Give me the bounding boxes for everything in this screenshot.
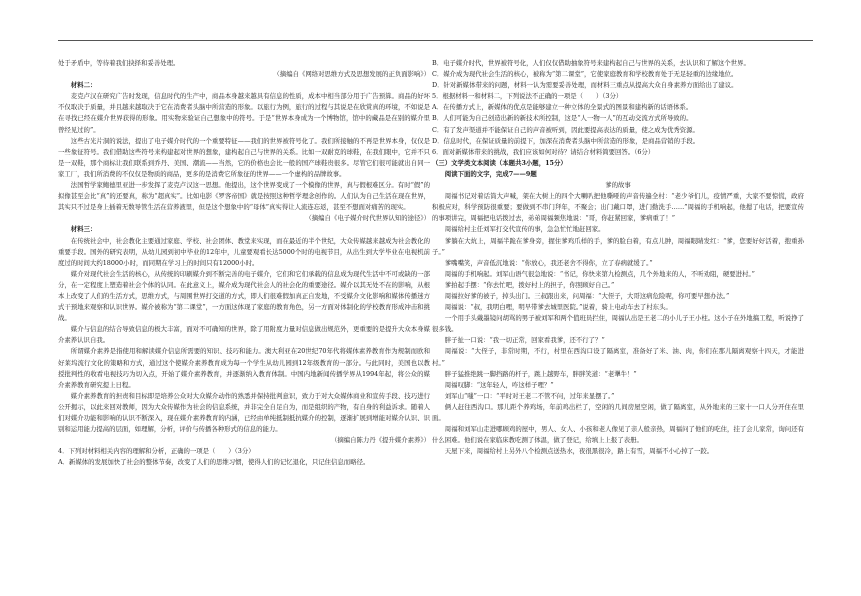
paragraph: 刘军山“嗤”一口：“平时对王老二不管不问，过年来显摆了。” <box>444 391 615 400</box>
question-5-option-c: C．有了发声渠道并不能保证自己的声音被听到，因此要提高表达的质量，使之成为优秀资源。 <box>432 125 699 134</box>
paragraph: 所谓媒介素养是指使用和解读媒介信息所需要的知识、技巧和能力。澳大利亚在20世纪70年代将媒体素养教育作为规制而欧和好莱坞流行文化的策略和方式，通过这个使媒介素养教育成为每一个学生从幼儿园到12年级教育的一部分。与此同时，美国也以教授批判性的收看电视技巧为切入点，开始了媒介素养教育，并逐渐纳入教育体制。中国内地新闻传播学界从1994年起，将公众的媒介素养教育研究提上日程。 <box>58 347 430 389</box>
material-2-heading: 材料二： <box>70 81 97 90</box>
paragraph: 俩人赶往西沟口。那儿距个养鸡场，年前鸡出栏了，空闲的几间房屋空闲，做了隔离室，从外地来的三家十一口人分开住在里面。 <box>432 402 804 422</box>
left-column <box>58 58 430 468</box>
question-5-option-b: B．人们可能为自己创造出新的新技术所控制，这是“人一物一人”的互动交流方式所导致的。 <box>432 114 693 123</box>
paragraph: 周福和刘军山走进哪顾鸡的屋中，男人、女人、小孩和老人像见了亲人般亲热，周福问了他们的吃住，挂了会儿家常，询问还有什么困难。他们说在家临床教吃测了体温，做了登记，给填上上报了表册。 <box>432 425 804 445</box>
question-4-option-c: C．媒介成为现代社会生活的核心，被称为“第二课堂”，它使家庭教育和学校教育处于无足轻重的边缘地位。 <box>432 70 738 79</box>
paragraph: 周福书记对着话筒大声喊，架在大树上的四个大喇叭把他嘶哑的声音传遍全村：“老少爷们儿，疫情严重，大家不要惊慌，政府积极应对，科学预防很重要；要做到不串门拜年，不聚会；出门戴口罩，进门勤洗手……”周福的手机响起，他摁了电话，把要宣传的事项讲完，周福把电话拨过去，弟弟周福频焦地说：“哥，你赶紧回家，爹病重了！” <box>432 192 804 223</box>
paragraph: 爹拍起手摆：“你去忙吧，拨好村上的担子，你照顾好自己。” <box>444 280 615 289</box>
paragraph: 周福说：“叔，我明白哩，明早带爹去城里医院。”说着，骑上电动车去了村东头。 <box>444 303 672 312</box>
source-note: （摘编自《网络对思维方式及思想发展的正负面影响》） <box>273 70 430 79</box>
question-4: 4．下列对材料相关内容的理解和分析，正确的一项是（ ）（3分） <box>58 447 255 456</box>
paragraph: 法国哲学家鲍德里亚进一步发挥了麦克卢汉这一思想。他提出，这个世界变成了一个模像的世界，真与假根难区分。有时“假”的拟像甚至会比“真”的还要真，称为“超真实”。比如电影《罗客帝国》就是按照这种哲学理念创作的。人们认为自己生活在现在世界，其实只不过是身上插着无数导管生活在营养液里，但是这个想象中的“母体”真实得让人流连忘返，甚至不想面对痛苦的现实。 <box>58 181 430 212</box>
paragraph: 媒介与信息的结合导致信息的极大丰富，面对不可确知的世界，除了用附度力量对信息做出规范外，更重要的是提升大众本身媒介素养认识自我。 <box>58 325 430 345</box>
paragraph: 周福给村主任刘军打交代宣传的事，急急忙忙地赶回家。 <box>444 225 605 234</box>
paragraph: 胖子扯一口说：“我一切正常，回家看我爹，还不行了？” <box>444 336 605 345</box>
paragraph: 天屋下来，周福给村上另外八个检测点送热水，夜很黑很冷，路上有雪，周福不小心掉了一跤。 <box>444 447 714 456</box>
paragraph: 周福拉好爹的被子，掉头出门。三叔跟出来，问周福：“大侄子，大哥这病危险呢，你可要早想办法。” <box>444 291 730 300</box>
paragraph: 周福叹脚：“这年轻人，咋这样子哩？” <box>444 380 554 389</box>
question-4-option-a: A．新媒体的发展加快了社会的整体节奏，改变了人们的思维习惯，使得人们的记忆退化，只记住信息而略径。 <box>58 458 370 467</box>
question-5-option-d: D．信息时代，在保证质量的前提下，加深在消费者头脑中所营造的形象，是商品营销的手段。 <box>432 136 700 145</box>
source-note: （摘编自陈力丹《提升媒介素养》） <box>330 436 430 445</box>
question-5: 5．根据材料一和材料二，下列说法不正确的一项是（ ）（3分） <box>432 92 623 101</box>
question-4-option-b: B．电子媒介时代，世界被符号化，人们仅仅借助抽象符号来建构起自己与世界的关系，去认识和了解这个世界。 <box>432 59 750 67</box>
right-column <box>432 58 804 457</box>
paragraph: 胖子猛推绝跳一脚挡路的杆子，跳上越野车，胖胖笑道：“老犟牛！” <box>444 369 637 378</box>
paragraph: 爹嘴嘴笑，声音低沉地说：“你放心，我还老舍不得你，立了春病就缓了。” <box>444 258 653 267</box>
paragraph: 爹躺在大炕上，周福半跪在爹身旁，握住爹鸡爪样的手，爹的脸白着，有点儿肿，周福眼睛发红：“爹，您要好好活着，抱重孙子。” <box>432 236 804 256</box>
paragraph: 在传统社会中，社会教化主要通过家庭、学校、社会团体、教堂来实现，而在最近的半个世纪，大众传媒越来越成为社会教化的重要手段。国外的研究表明，从幼儿园到初中毕业的12年中，儿童要观看长达5000个时的电视节目，从出生到大学毕业在电视机前度过的时间大约18000小时，而同期在学习上的时间只有12000小时。 <box>58 236 430 267</box>
header-rule <box>58 40 813 41</box>
text-line: 处于矛盾中，等待着我们抉择和妥善处理。 <box>58 59 180 67</box>
question-5-option-a: A．在传播方式上，新媒体的优点是能够建立一种立体的全景式的图景和建构新的话语体系。 <box>432 103 693 112</box>
paragraph: 麦克卢汉在研究广告时发现，信息时代的生产中，商品本身越来越具有信息的性质，成本中相当部分用于广告预算。商品的好坏不仅取决于质量，并且越来越取决于它在消费者头脑中所营造的形象。以旅行为例，旅行的过程与其说是在欣赏真的环境，不如说是在寻找已经在媒介世界获得的形象。用实物来验证自己想象中的符号。于是“世界本身成为一个博物馆，馆中的藏品是在别的媒介里曾经见过的”。 <box>58 92 430 134</box>
question-4-option-d: D．针对新媒体带来的问题，材料一认为需要妥善处理，而材料三重点从提高大众自身素养方面给出了建议。 <box>432 81 738 90</box>
source-note: （摘编自《电子媒介时代世界认知的途径》） <box>305 214 430 223</box>
paragraph: 媒介素养教育的担责和目标即是培养公众对大众媒介动作的熟悉并保持批判意识，致力于对大众媒体商业和宣传手段、技巧进行公开揭示，以此来回对教师，因为大众传媒作为社会的信息系统，并非完全自足自为，而是组织的产物，有自身的利益诉求。随着人们对媒介功能和影响的认识不断深入，现在媒介素养教育的内涵，已经由单纯抵制抵抗媒介的控制，逐渐扩展到增能对媒介认识、识别和运用能力提高的层面，如理解，分析，评价与传播各种形式的信息的能力。 <box>58 391 430 434</box>
section-instruction: 阅读下面的文字，完成7——9题 <box>444 169 537 178</box>
question-6: 6．面对新媒体带来的挑战，我们应该如何对待？请结合材料简要回答。（6分） <box>432 147 655 156</box>
paragraph: 周福说：“大侄子，非常时期，不行，村里在西沟口设了隔离室，准备好了米、油、肉，你们在那儿隔离观察十四天，才能进村。” <box>432 347 804 367</box>
story-title: 爹的故事 <box>605 181 631 190</box>
paragraph: 周福的手机响起。刘军山语气很急地说：“书记，你快来第九检测点，几个外地来的人，不听劝阻，硬要进村。” <box>444 269 755 278</box>
material-3-heading: 材料三： <box>70 225 97 234</box>
section-heading: （三）文学类文本阅读（本题共3小题，15分） <box>432 158 567 167</box>
paragraph: 一个用手头戴墨镜问胡骂的男子被刘军和两个值班员拦住，周福认出是王老二的小儿子王小柱。这小子在外地搞工程，听说挣了很多钱。 <box>432 314 804 334</box>
paragraph: 这些古光片洞的说法，提出了电子媒介时代的一个重要特征——我们的世界被符号化了。我们所接触的不再是世界本身，仅仅是一些象征符号。我们借助这些符号来构建起对世界的想象，建构起自己与世界的关系。比如一双耐克的球鞋，在我们眼中，它并不只是一双鞋，那个商标让我们联系到乔丹、美国、潮流——当然，它的价格也会比一般的国产球鞋贵很多。尽管它们很可能就出自同一家工厂，我们所消费的不仅仅是物质的商品，更多的是消费它所象征的世界——一个虚构的品牌故事。 <box>58 136 430 178</box>
paragraph: 媒介对现代社会生活的核心，从传统的印刷媒介到不断完善的电子媒介，它们和它们承载的信息成为现代生活中不可或缺的一部分，在一定程度上塑造着社会个体的认同。在此意义上，媒介成为现代社会人的社会化的重要途径。媒介以其无处不在的影响，从根本上改变了人们的生活方式，思维方式，与周围世界打交道的方式，即人们很难假加真正自发地，不受媒介文化影响和媒体传播迷方式干预地来观察和认识世界。媒介被称为“第二课堂”，一方面这体现了家庭的教育角色，另一方面对体制化的学校教育形成冲击和挑战。 <box>58 269 430 323</box>
